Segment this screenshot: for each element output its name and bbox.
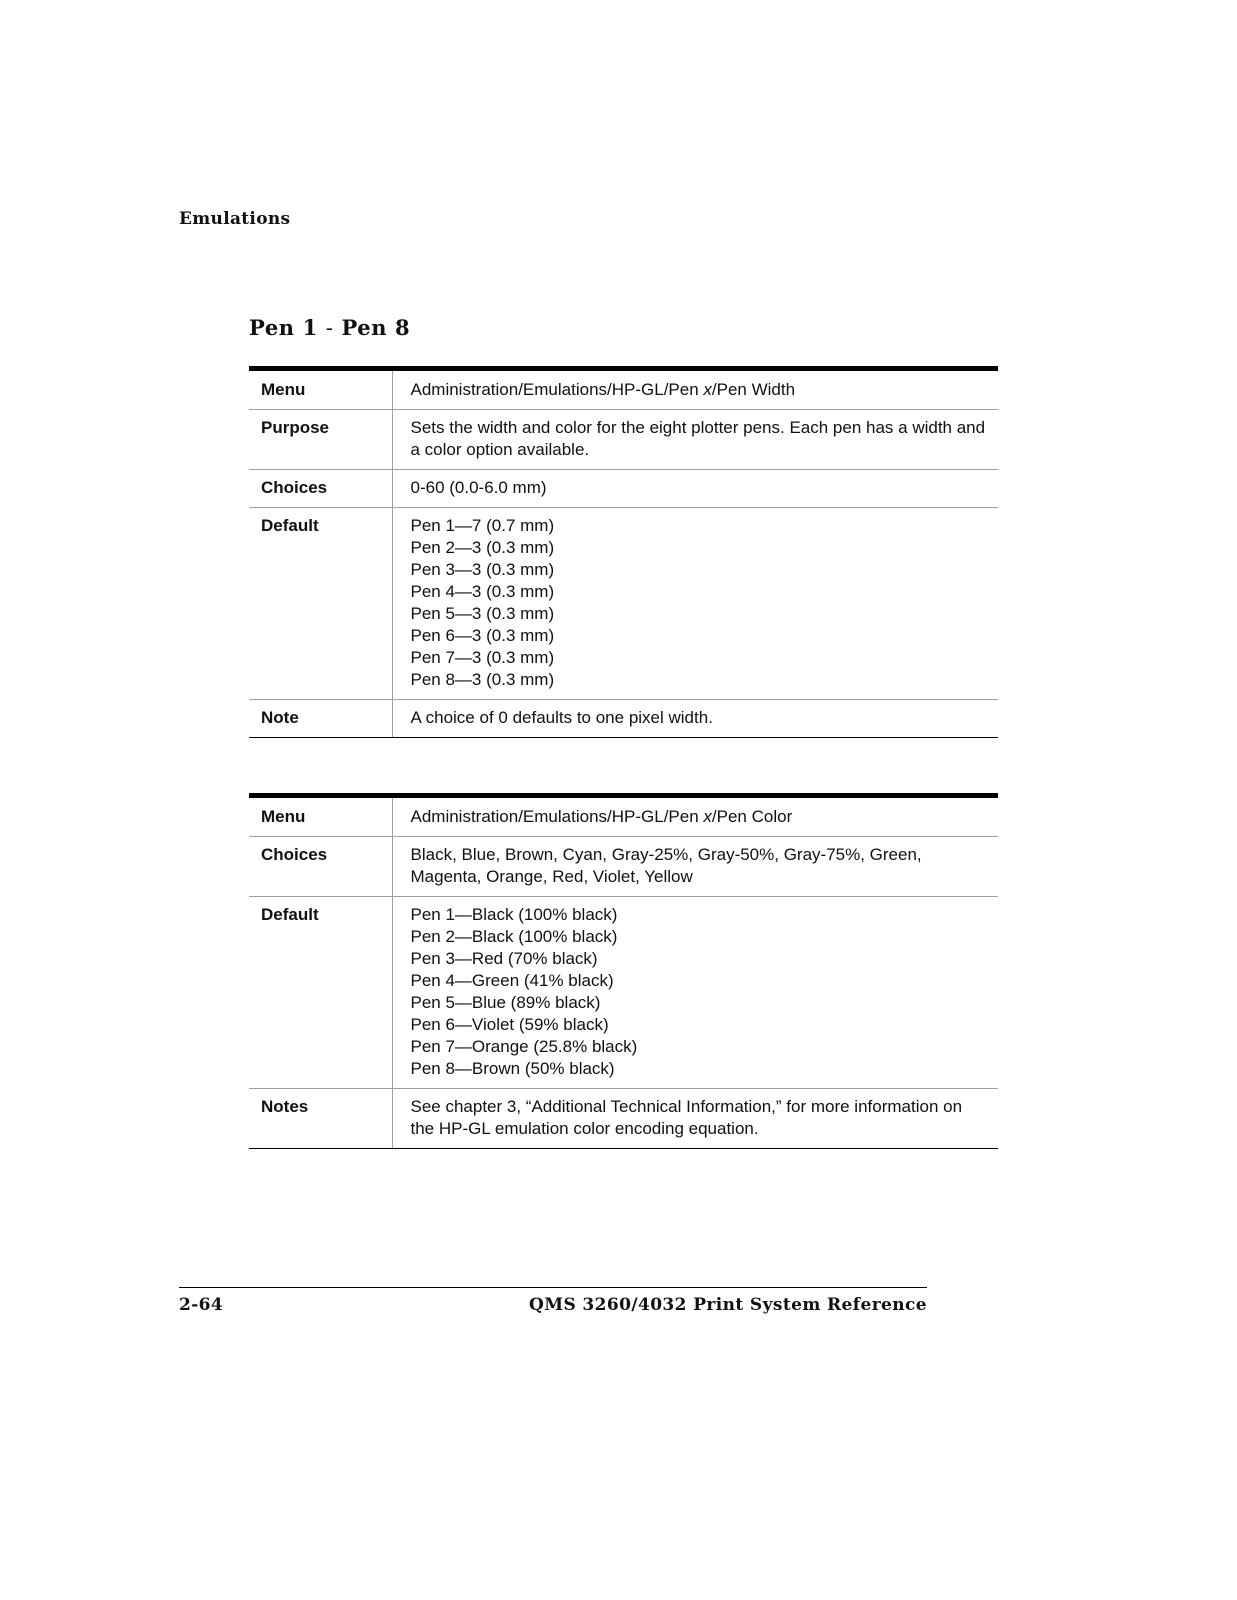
running-head: Emulations xyxy=(179,209,291,229)
default-line: Pen 6—Violet (59% black) xyxy=(410,1015,609,1034)
default-line: Pen 8—3 (0.3 mm) xyxy=(410,670,555,689)
purpose-text: Sets the width and color for the eight plotter pens. Each pen has a width and a color option available. xyxy=(392,410,998,470)
menu-path-variable: x xyxy=(703,380,712,399)
section-title-end: Pen 8 xyxy=(341,315,411,340)
default-values xyxy=(392,897,998,1089)
page-number: 2-64 xyxy=(179,1295,224,1315)
menu-path-suffix: /Pen Width xyxy=(711,380,796,399)
row-label: Choices xyxy=(249,470,392,508)
default-line: Pen 3—3 (0.3 mm) xyxy=(410,560,555,579)
footer-rule xyxy=(179,1287,927,1288)
row-label: Menu xyxy=(249,369,392,410)
menu-row xyxy=(249,369,998,410)
default-line: Pen 8—Brown (50% black) xyxy=(410,1059,615,1078)
row-label: Purpose xyxy=(249,410,392,470)
menu-row xyxy=(249,796,998,837)
default-row xyxy=(249,508,998,700)
menu-path xyxy=(392,796,998,837)
default-line: Pen 4—3 (0.3 mm) xyxy=(410,582,555,601)
default-line: Pen 7—Orange (25.8% black) xyxy=(410,1037,638,1056)
choices-row xyxy=(249,470,998,508)
menu-path xyxy=(392,369,998,410)
row-label: Note xyxy=(249,700,392,738)
default-values xyxy=(392,508,998,700)
row-label: Default xyxy=(249,508,392,700)
section-title xyxy=(249,315,410,340)
row-label: Default xyxy=(249,897,392,1089)
book-title: QMS 3260/4032 Print System Reference xyxy=(529,1295,927,1315)
default-line: Pen 2—Black (100% black) xyxy=(410,927,618,946)
note-text: A choice of 0 defaults to one pixel width. xyxy=(392,700,998,738)
notes-text: See chapter 3, “Additional Technical Information,” for more information on the HP-GL emulation color encoding equation. xyxy=(392,1089,998,1149)
choices-text: 0-60 (0.0-6.0 mm) xyxy=(392,470,998,508)
section-title-start: Pen 1 xyxy=(249,315,318,340)
default-row xyxy=(249,897,998,1089)
default-line: Pen 1—7 (0.7 mm) xyxy=(410,516,555,535)
default-line: Pen 5—Blue (89% black) xyxy=(410,993,601,1012)
choices-text: Black, Blue, Brown, Cyan, Gray-25%, Gray-50%, Gray-75%, Green, Magenta, Orange, Red, Violet, Yellow xyxy=(392,837,998,897)
default-line: Pen 7—3 (0.3 mm) xyxy=(410,648,555,667)
purpose-row xyxy=(249,410,998,470)
row-label: Menu xyxy=(249,796,392,837)
pen-color-table xyxy=(249,793,998,1149)
menu-path-prefix: Administration/Emulations/HP-GL/Pen xyxy=(410,807,704,826)
default-line: Pen 3—Red (70% black) xyxy=(410,949,598,968)
default-line: Pen 1—Black (100% black) xyxy=(410,905,618,924)
row-label: Choices xyxy=(249,837,392,897)
choices-row xyxy=(249,837,998,897)
default-line: Pen 5—3 (0.3 mm) xyxy=(410,604,555,623)
menu-path-prefix: Administration/Emulations/HP-GL/Pen xyxy=(410,380,704,399)
row-label: Notes xyxy=(249,1089,392,1149)
default-line: Pen 2—3 (0.3 mm) xyxy=(410,538,555,557)
notes-row xyxy=(249,1089,998,1149)
menu-path-variable: x xyxy=(703,807,712,826)
note-row xyxy=(249,700,998,738)
menu-path-suffix: /Pen Color xyxy=(711,807,793,826)
default-line: Pen 4—Green (41% black) xyxy=(410,971,614,990)
pen-width-table xyxy=(249,366,998,738)
section-title-separator: - xyxy=(325,316,334,340)
default-line: Pen 6—3 (0.3 mm) xyxy=(410,626,555,645)
